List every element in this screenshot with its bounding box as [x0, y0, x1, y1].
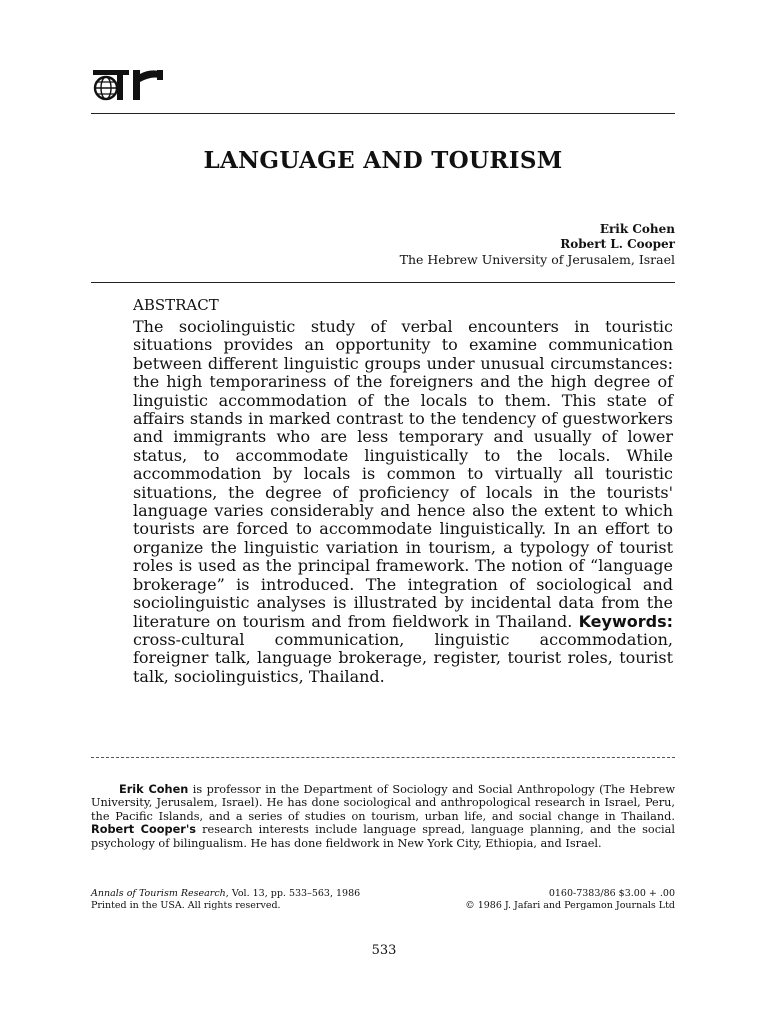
bio-text: research interests include language spread, language planning, and the social psychology of bilingualism. He has done fieldwork in New York City, Ethiopia, and Israel.	[91, 823, 675, 850]
page-number: 533	[371, 943, 397, 958]
author-bio	[91, 783, 675, 850]
keywords-text: cross-cultural communication, linguistic accommodation, foreigner talk, language brokerage, register, tourist roles, tourist talk, sociolinguistics, Thailand.	[133, 629, 673, 686]
journal-logo	[91, 68, 171, 102]
affiliation: The Hebrew University of Jerusalem, Israel	[399, 252, 675, 267]
abstract-body	[133, 318, 673, 686]
bio-author-name: Erik Cohen	[119, 783, 189, 796]
bio-author-name: Robert Cooper's	[91, 823, 196, 837]
abstract-text: The sociolinguistic study of verbal encounters in touristic situations provides an opportunity to examine communication between different linguistic groups under unusual circumstances: the high temporariness of the foreigners and the high degree of linguistic accommodation of the locals to them. This state of affairs stands in marked contrast to the tendency of guestworkers and immigrants who are less temporary and usually of lower status, to accommodate linguistically to the locals. While accommodation by locals is common to virtually all touristic situations, the degree of proficiency of locals in the tourists' language varies considerably and hence also the extent to which tourists are forced to accommodate linguistically. In an effort to organize the linguistic variation in tourism, a typology of tourist roles is used as the principal framework. The notion of “language brokerage” is introduced. The integration of sociological and sociolinguistic analyses is illustrated by incidental data from the literature on tourism and from fieldwork in Thailand.	[133, 317, 673, 631]
footnote-rule	[91, 757, 675, 758]
author-block	[400, 222, 675, 267]
citation-details: , Vol. 13, pp. 533–563, 1986	[225, 888, 361, 899]
citation-footer	[91, 888, 360, 912]
abstract-heading: ABSTRACT	[133, 296, 219, 314]
paper-title: LANGUAGE AND TOURISM	[203, 147, 563, 174]
copyright-note: © 1986 J. Jafari and Pergamon Journals Ltd	[465, 900, 675, 911]
keywords-label: Keywords:	[578, 611, 673, 631]
bio-text: is professor in the Department of Sociology and Social Anthropology (The Hebrew University, Jerusalem, Israel). He has done sociological and anthropological research in Israel, Peru, the Pacific Islands, and a series of studies on tourism, urban life, and social change in Thailand.	[91, 783, 676, 823]
author-name: Robert L. Cooper	[560, 237, 675, 251]
header-rule	[91, 113, 675, 114]
author-name: Erik Cohen	[599, 222, 675, 236]
issn-price: 0160-7383/86 $3.00 + .00	[548, 888, 675, 899]
printed-note: Printed in the USA. All rights reserved.	[91, 900, 281, 911]
journal-name: Annals of Tourism Research	[91, 888, 226, 899]
author-rule	[91, 282, 675, 283]
copyright-footer	[465, 888, 675, 912]
